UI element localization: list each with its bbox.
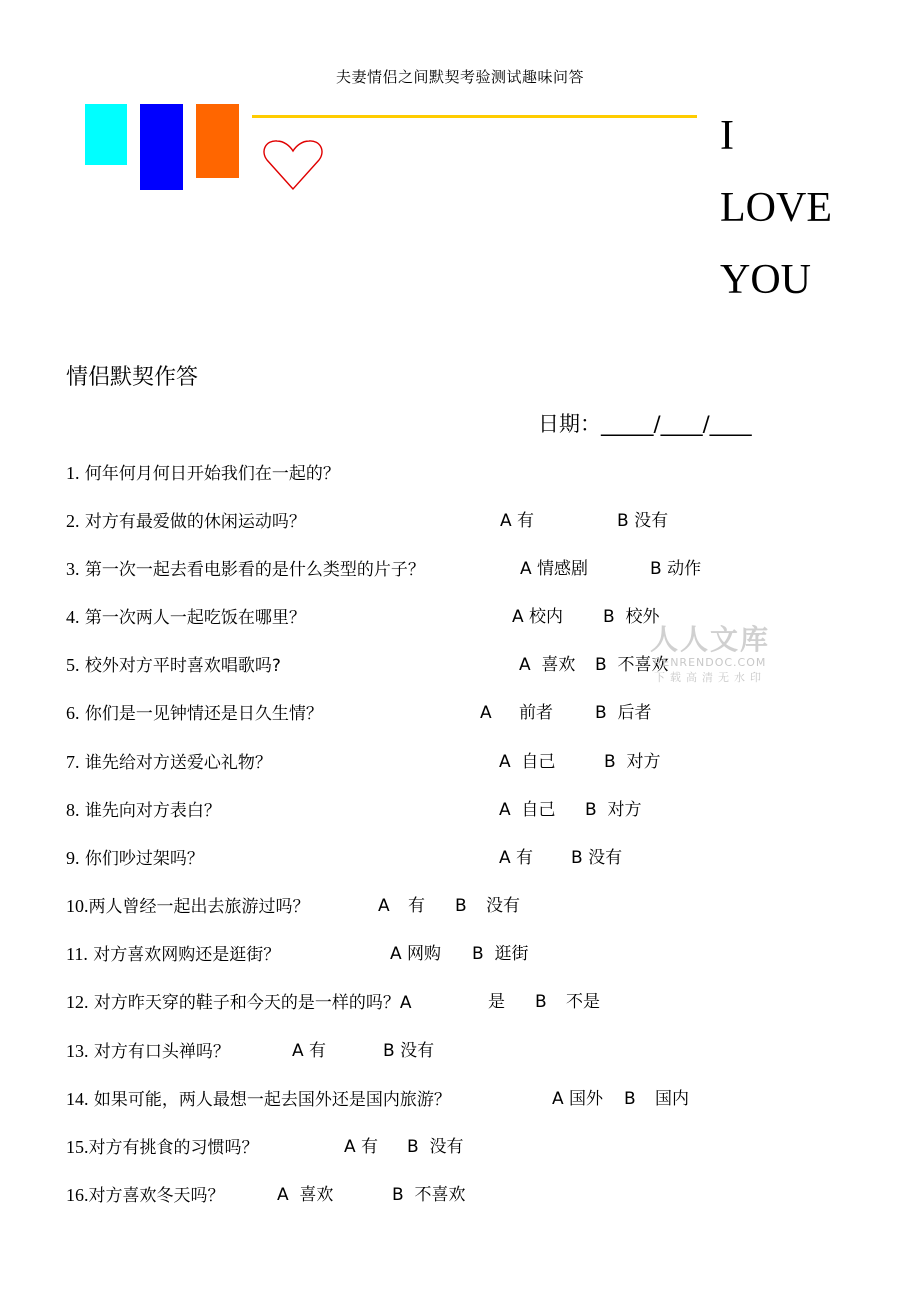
- option-b-text: 没有: [486, 896, 520, 916]
- date-field: 日期：_____/____/____: [538, 412, 752, 436]
- option-a: A 国外: [552, 1089, 604, 1109]
- question-16: 16.对方喜欢冬天吗？: [66, 1185, 225, 1206]
- option-a: A 校内: [512, 607, 564, 627]
- question-3: 3. 第一次一起去看电影看的是什么类型的片子？: [66, 559, 425, 580]
- option-a: A: [378, 896, 390, 916]
- option-b: B 对方: [604, 752, 661, 772]
- option-a: A 有: [500, 511, 535, 531]
- option-b: B 后者: [595, 703, 652, 723]
- love-line: I: [720, 113, 734, 159]
- question-9: 9. 你们吵过架吗？: [66, 848, 204, 869]
- option-b: B 不喜欢: [392, 1185, 466, 1205]
- question-5: 5. 校外对方平时喜欢唱歌吗?: [66, 655, 281, 676]
- option-b: B 不喜欢: [595, 655, 669, 675]
- option-b: B 对方: [585, 800, 642, 820]
- question-1: 1. 何年何月何日开始我们在一起的？: [66, 463, 340, 484]
- blue-block: [140, 104, 183, 190]
- option-a: A 有: [344, 1137, 379, 1157]
- question-15: 15.对方有挑食的习惯吗？: [66, 1137, 259, 1158]
- gold-divider-line: [252, 115, 697, 118]
- option-b: B 没有: [571, 848, 623, 868]
- option-b-text: 不是: [566, 992, 600, 1012]
- i-love-you-text: [720, 100, 832, 316]
- option-b: B: [455, 896, 467, 916]
- heart-outline-icon: [262, 138, 324, 192]
- option-a: A 有: [292, 1041, 327, 1061]
- option-b: B 动作: [650, 559, 702, 579]
- option-b: B: [535, 992, 547, 1012]
- option-a: A 网购: [390, 944, 442, 964]
- option-a: A 有: [499, 848, 534, 868]
- watermark-title: 人人文库: [649, 623, 770, 656]
- option-b: B 没有: [617, 511, 669, 531]
- question-14: 14. 如果可能，两人最想一起去国外还是国内旅游？: [66, 1089, 451, 1110]
- option-a-text: 有: [408, 896, 425, 916]
- option-a: A: [480, 703, 492, 723]
- question-12: 12. 对方昨天穿的鞋子和今天的是一样的吗？A: [66, 992, 412, 1013]
- question-6: 6. 你们是一见钟情还是日久生情？: [66, 703, 323, 724]
- option-b: B 校外: [603, 607, 660, 627]
- question-11: 11. 对方喜欢网购还是逛街？: [66, 944, 281, 965]
- question-10: 10.两人曾经一起出去旅游过吗？: [66, 896, 310, 917]
- option-a: A 喜欢: [277, 1185, 334, 1205]
- option-b: B 逛街: [472, 944, 529, 964]
- option-b: B 没有: [407, 1137, 464, 1157]
- watermark-domain: RENRENDOC.COM: [653, 656, 767, 669]
- watermark-slogan: 下载高清无水印: [654, 671, 766, 684]
- option-b: B 没有: [383, 1041, 435, 1061]
- question-4: 4. 第一次两人一起吃饭在哪里？: [66, 607, 306, 628]
- question-2: 2. 对方有最爱做的休闲运动吗？: [66, 511, 306, 532]
- option-a-text: 前者: [519, 703, 553, 723]
- option-a-text: 是: [488, 992, 505, 1012]
- orange-block: [196, 104, 239, 178]
- love-line: LOVE: [720, 185, 832, 231]
- love-line: YOU: [720, 257, 811, 303]
- section-title: 情侣默契作答: [66, 365, 199, 390]
- cyan-block: [85, 104, 127, 165]
- question-13: 13. 对方有口头禅吗？: [66, 1041, 230, 1062]
- option-a: A 喜欢: [519, 655, 576, 675]
- question-8: 8. 谁先向对方表白？: [66, 800, 221, 821]
- option-b: B: [624, 1089, 636, 1109]
- document-header: 夫妻情侣之间默契考验测试趣味问答: [335, 68, 584, 86]
- option-a: A 自己: [499, 800, 556, 820]
- question-7: 7. 谁先给对方送爱心礼物？: [66, 752, 272, 773]
- option-a: A 情感剧: [520, 559, 589, 579]
- option-b-text: 国内: [655, 1089, 689, 1109]
- option-a: A 自己: [499, 752, 556, 772]
